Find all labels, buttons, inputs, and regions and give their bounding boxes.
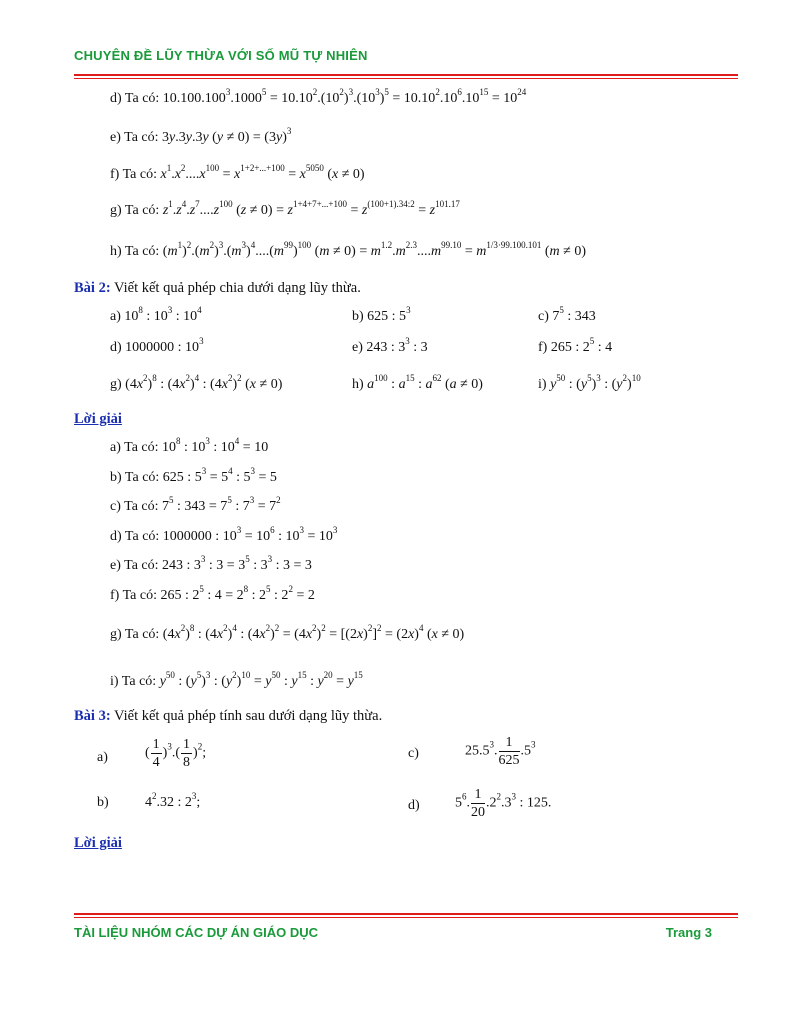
footer-left: TÀI LIỆU NHÓM CÁC DỰ ÁN GIÁO DỤC: [74, 925, 319, 940]
footer-rule-2: [74, 917, 738, 918]
ex2-h: h) $a^{100}$ : $a^{15}$ : $a^{62}$ (a ≠ 0): [352, 373, 483, 392]
exercise-3-label: Bài 3:: [74, 708, 111, 724]
ex3-c-label: c): [408, 746, 419, 761]
ex3-b-label: b): [97, 795, 109, 810]
solution-1h: h) Ta có: $(m^1)^2.(m^2)^3.(m^3)^4....(m^{99})^{100}$ $(m \ne 0) = m^{1.2}.m^{2.3}....m^{99.10} = m^{1/3\cdot 99.100.101}$ (m ≠ 0): [110, 240, 587, 259]
solution-heading-2: Lời giải: [74, 411, 122, 427]
ex2-g: g) $(4x^2)^8$ : $(4x^2)^4$ : $(4x^2)^2$ (x ≠ 0): [110, 373, 283, 392]
header-rule: [74, 74, 738, 76]
ex3-d-label: d): [408, 798, 420, 813]
ex2-f: f) 265 : $2^5$ : 4: [538, 336, 613, 355]
ex2-b: b) 625 : $5^3$: [352, 305, 411, 324]
ex2-i: i) $y^{50}$ : $(y^5)^3$ : $(y^2)^{10}$: [538, 373, 641, 392]
ex3-a-label: a): [97, 750, 108, 765]
ex3-d-expr: $5^6$. $\frac{1}{20}$ $.2^2.3^3$ : 125.: [455, 787, 552, 820]
solution-2d: d) Ta có: 1000000 : $10^3 = 10^6$ : $10^3 = 10^3$: [110, 525, 338, 544]
header-rule-2: [74, 78, 738, 79]
solution-2i: i) Ta có: $y^{50}$ : $(y^5)^3$ : $(y^2)^{10} = y^{50}$ : $y^{15}$ : $y^{20} = y^{15}$: [110, 670, 363, 689]
solution-2e: e) Ta có: 243 : $3^3$ : $3 = 3^5$ : $3^3$ : 3 = 3: [110, 554, 312, 573]
solution-2c: c) Ta có: $7^5$ : $343 = 7^5$ : $7^3 = 7^2$: [110, 495, 281, 514]
solution-1e: e) Ta có: 3y.3y.3y $(y \ne 0) = (3y)^3$: [110, 126, 292, 145]
solution-heading-3: Lời giải: [74, 835, 122, 851]
ex2-c: c) $7^5$ : 343: [538, 305, 596, 324]
ex3-b-expr: $4^2.32$ : $2^3$;: [145, 791, 201, 810]
solution-2g: g) Ta có: $(4x^2)^8$ : $(4x^2)^4$ : $(4x^2)^2 = (4x^2)^2 = [(2x)^2]^2 = (2x)^4$ (x ≠ 0): [110, 623, 465, 642]
exercise-2-text: Viết kết quả phép chia dưới dạng lũy thừa.: [114, 280, 361, 296]
solution-1d: d) Ta có: $10.100.100^3.1000^5 = 10.10^2.(10^2)^3.(10^3)^5 = 10.10^2.10^6.10^{15} = 10^{24}$: [110, 87, 527, 106]
solution-1g: g) Ta có: $z^1.z^4.z^7....z^{100}$ $(z \ne 0) = z^{1+4+7+...+100} = z^{(100+1).34:2} = z^{101.17}$: [110, 199, 460, 218]
ex2-d: d) 1000000 : $10^3$: [110, 336, 204, 355]
ex3-a-expr: ( $\frac{1}{4}$ )$^3$.( $\frac{1}{8}$ )$^2$;: [145, 737, 207, 770]
page-header-title: CHUYÊN ĐỀ LŨY THỪA VỚI SỐ MŨ TỰ NHIÊN: [74, 48, 368, 63]
solution-1f: f) Ta có: $x^1.x^2....x^{100} = x^{1+2+...+100} = x^{5050}$ (x ≠ 0): [110, 163, 365, 182]
exercise-2-heading: [74, 280, 361, 297]
footer-rule: [74, 913, 738, 915]
exercise-3-text: Viết kết quả phép tính sau dưới dạng lũy thừa.: [114, 708, 383, 724]
solution-2a: a) Ta có: $10^8$ : $10^3$ : $10^4 = 10$: [110, 436, 269, 455]
exercise-2-label: Bài 2:: [74, 280, 111, 296]
footer-page-number: Trang 3: [665, 925, 712, 940]
ex2-e: e) 243 : $3^3$ : 3: [352, 336, 428, 355]
ex2-a: a) $10^8$ : $10^3$ : $10^4$: [110, 305, 202, 324]
solution-2b: b) Ta có: 625 : $5^3 = 5^4$ : $5^3 = 5$: [110, 466, 277, 485]
solution-2f: f) Ta có: 265 : $2^5$ : $4 = 2^8$ : $2^5$ : $2^2 = 2$: [110, 584, 315, 603]
ex3-c-expr: 25.5$^3$. $\frac{1}{625}$ $.5^3$: [465, 735, 536, 768]
exercise-3-heading: [74, 708, 382, 725]
